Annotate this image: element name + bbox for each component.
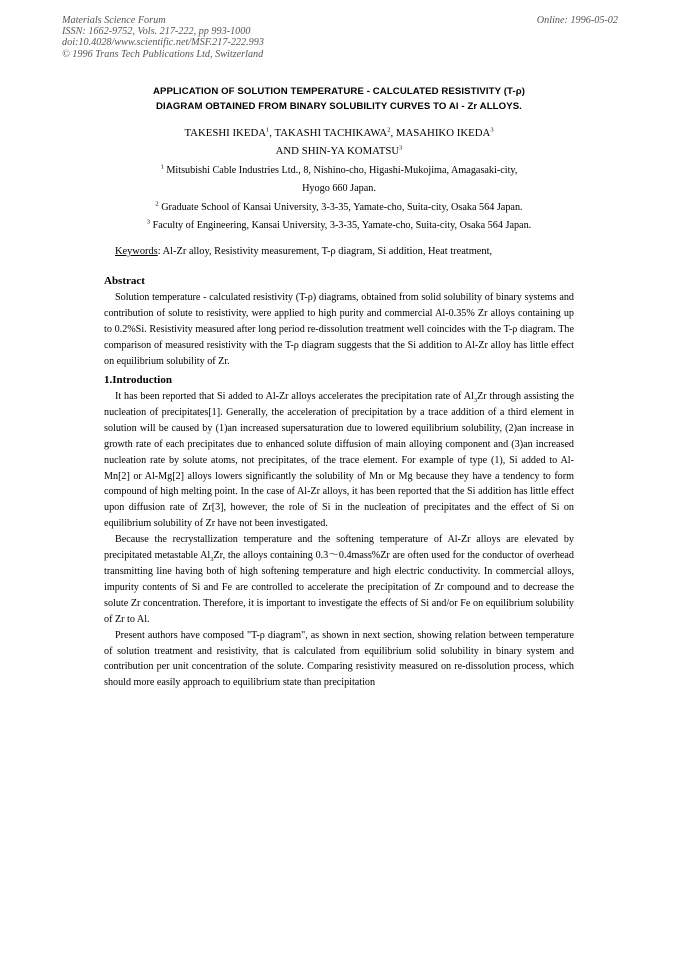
affiliation-marker: 3 [490,126,494,134]
author-name: SHIN-YA KOMATSU [301,145,400,157]
journal-name: Materials Science Forum [62,15,166,26]
text-run: Zr, the alloys containing 0.3～0.4mass%Zr are often used for the conductor of overhead transmitting line having both of high softening temperature and high electric conductivity. In commercial alloys, impurity contents of Si and Fe are controlled to accelerate the precipitation of Zr compound and to decrease the solute Zr concentration. Therefore, it is important to investigate the effects of Si and/or Fe on equilibrium solubility of Zr to Al. [104,550,574,625]
text-run: Because the recrystallization temperature and the softening temperature of Al-Zr alloys are elevated by precipitated metastable Al [104,534,574,562]
intro-paragraph-2 [104,532,574,627]
author-list: TAKESHI IKEDA$^1$, TAKASHI TACHIKAWA$^2$, MASAHIKO IKEDA$^3$ AND SHIN-YA KOMATSU$^3$ [184,126,494,157]
keywords-label: Keywords [115,246,158,257]
affiliation-text: Hyogo 660 Japan. [302,183,376,194]
online-date: Online: 1996-05-02 [536,15,618,26]
subscript: 3 [210,556,214,564]
abstract-paragraph: Solution temperature - calculated resistivity (T-ρ) diagrams, obtained from solid solubility of binary systems and contribution of solute to resistivity, were applied to high purity and commercial Al-0.35% Zr alloys containing up to 0.2%Si. Resistivity measured after long period re-dissolution treatment well coincides with the T-ρ diagram. The comparison of measured resistivity with the T-ρ diagram suggests that the Si addition to Al-Zr alloy has little effect on equilibrium solubility of Zr. [104,292,574,367]
intro-paragraph-3: Present authors have composed "T-ρ diagram", as shown in next section, showing relation between temperature of solution treatment and resistivity, that is calculated from equilibrium solid solubility in binary system and contribution per unit concentration of the solute. Comparing resistivity measured on re-dissolution process, which should more easily approach to equilibrium state than precipitation [104,629,574,689]
affiliation-2 [104,199,574,217]
journal-header [62,15,618,60]
title-line-2: DIAGRAM OBTAINED FROM BINARY SOLUBILITY CURVES TO Al - Zr ALLOYS. [156,101,522,112]
intro-paragraph-1 [104,389,574,532]
title-line-1: APPLICATION OF SOLUTION TEMPERATURE - CALCULATED RESISTIVITY (T-ρ) [152,86,526,97]
abstract-body [104,290,574,370]
affiliation-number: 3 [146,218,151,226]
abstract-heading: Abstract [104,275,145,287]
affiliation-marker: 3 [399,144,403,152]
affiliation-number: 1 [160,163,164,171]
affiliation-text: Graduate School of Kansai University, 3-3-35, Yamate-cho, Suita-city, Osaka 564 Japan. [161,202,523,213]
issn-line: ISSN: 1662-9752, Vols. 217-222, pp 993-1000 [62,26,251,38]
affiliation-1 [104,162,574,198]
author-conjunction: AND [275,145,299,157]
keywords-line [115,244,585,260]
author-name: TAKESHI IKEDA [184,127,267,139]
author-name: MASAHIKO IKEDA [395,127,491,139]
introduction-body [104,389,574,691]
affiliation-3 [104,217,574,235]
text-run: Zr through assisting the nucleation of precipitates[1]. Generally, the acceleration of precipitation by a trace addition of a third element in solution will be caused by (1)an increased supersaturation due to lowered equilibrium solubility, (2)an increase in growth rate of each precipitates due to enhanced solute diffusion of main alloying component and (3)an increased nucleation rate by solute atoms, not precipitates, of the trace element. For example of type (1), Si added to Al-Mn[2] or Al-Mg[2] alloys lowers significantly the solubility of Mn or Mg because they have a tendency to form compound of high melting point. In the case of Al-Zr alloys, it has been reported that the Si addition has little effect upon diffusion rate of Zr[3], however, the role of Si in the nucleation of precipitates and the effect of Si on equilibrium solubility of Zr have not been investigated. [104,391,574,530]
affiliation-number: 2 [155,200,159,208]
doi-line[interactable]: doi:10.4028/www.scientific.net/MSF.217-222.993 [62,37,264,49]
subscript: 3 [473,397,478,405]
keywords-text: : Al-Zr alloy, Resistivity measurement, T-ρ diagram, Si addition, Heat treatment, [157,246,493,257]
affiliation-marker: 2 [387,126,391,134]
text-run: It has been reported that Si added to Al-Zr alloys accelerates the precipitation rate of Al [115,391,474,402]
copyright-line: © 1996 Trans Tech Publications Ltd, Switzerland [62,48,264,60]
affiliation-marker: 1 [266,126,270,134]
author-name: TAKASHI TACHIKAWA [274,127,388,139]
paper-title [96,84,582,114]
affiliation-text: Mitsubishi Cable Industries Ltd., 8, Nishino-cho, Higashi-Mukojima, Amagasaki-city, [166,165,518,176]
introduction-heading: 1.Introduction [104,374,172,386]
affiliation-text: Faculty of Engineering, Kansai University, 3-3-35, Yamate-cho, Suita-city, Osaka 564 Japan. [152,220,532,231]
